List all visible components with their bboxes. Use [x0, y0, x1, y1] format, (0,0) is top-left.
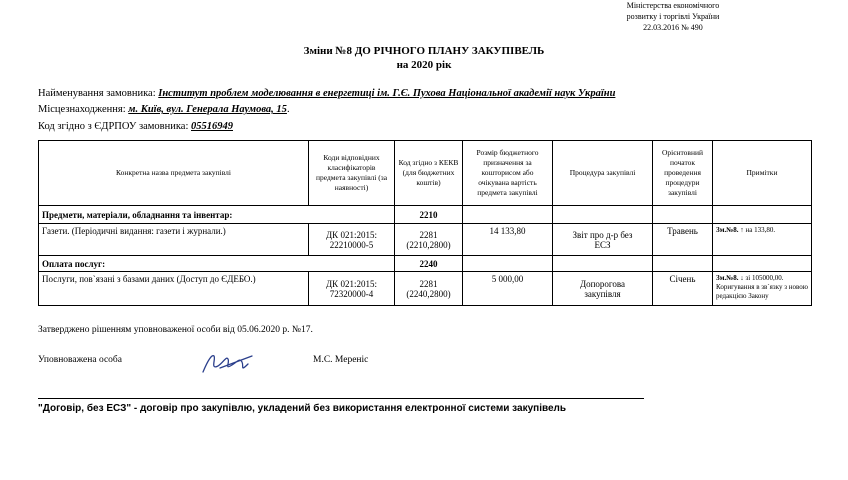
empty-cell — [463, 256, 553, 272]
section-row-services — [39, 256, 812, 272]
classifier-code-line-1: ДК 021:2015: — [326, 229, 377, 240]
section-title: Оплата послуг: — [39, 256, 395, 272]
section-kekv: 2240 — [395, 256, 463, 272]
table-row — [39, 224, 812, 256]
authorized-person-name: М.С. Мереніс — [313, 355, 369, 365]
kekv-code — [395, 272, 463, 306]
customer-name-label: Найменування замовника: — [38, 88, 156, 99]
footer-divider — [38, 398, 644, 399]
header-start-date: Орієнтовний початок проведення процедури закупівлі — [653, 141, 713, 206]
start-date: Січень — [653, 272, 713, 306]
empty-cell — [463, 206, 553, 224]
kekv-code-line-1: 2281 — [419, 229, 438, 240]
amount: 5 000,00 — [463, 272, 553, 306]
note-text: ↓ зі 105000,00. Коригування в зв`язку з новою редакцією Закону — [716, 274, 808, 300]
procedure-line-2: закупівля — [584, 288, 621, 299]
empty-cell — [653, 206, 713, 224]
customer-edrpou-row — [38, 121, 233, 132]
authorized-person-label: Уповноважена особа — [38, 355, 122, 365]
header-classifier-codes: Коди відповідних класифікаторів предмета закупівлі (за наявності) — [309, 141, 395, 206]
title-line-2: на 2020 рік — [396, 59, 452, 71]
customer-name-value: Інститут проблем моделювання в енергетиці ім. Г.Є. Пухова Національної академії наук України — [158, 88, 616, 99]
customer-location-label: Місцезнаходження: — [38, 104, 126, 115]
customer-location-value: м. Київ, вул. Генерала Наумова, 15 — [128, 104, 287, 115]
title-line-1: Зміни №8 ДО РІЧНОГО ПЛАНУ ЗАКУПІВЕЛЬ — [303, 45, 545, 57]
empty-cell — [553, 256, 653, 272]
start-date: Травень — [653, 224, 713, 256]
item-name: Газети. (Періодичні видання: газети і журнали.) — [39, 224, 309, 256]
note-text: ↑ на 133,80. — [738, 226, 776, 234]
signature-graphic — [200, 350, 255, 376]
classifier-code-line-2: 22210000-5 — [329, 239, 374, 250]
procedure — [553, 272, 653, 306]
note — [713, 272, 812, 306]
section-kekv: 2210 — [395, 206, 463, 224]
table-row — [39, 272, 812, 306]
section-title: Предмети, матеріали, обладнання та інвентар: — [39, 206, 395, 224]
procurement-plan-table — [38, 140, 812, 306]
empty-cell — [653, 256, 713, 272]
procedure-line-1: Звіт про д-р без — [572, 229, 633, 240]
empty-cell — [713, 206, 812, 224]
kekv-code — [395, 224, 463, 256]
customer-location-suffix: . — [286, 104, 290, 115]
classifier-code — [309, 272, 395, 306]
kekv-code-line-2: (2240,2800) — [406, 288, 451, 299]
approval-note-line-1: Міністерства економічного — [626, 1, 720, 10]
procedure — [553, 224, 653, 256]
header-kekv-code: Код згідно з КЕКВ (для бюджетних коштів) — [395, 141, 463, 206]
customer-edrpou-value: 05516949 — [191, 121, 233, 132]
empty-cell — [553, 206, 653, 224]
approval-note-line-2: розвитку і торгівлі України — [626, 12, 720, 21]
header-notes: Примітки — [713, 141, 812, 206]
section-row-materials — [39, 206, 812, 224]
note-change-number: Зм.№8. — [716, 226, 739, 234]
note-change-number: Зм.№8. — [716, 274, 739, 282]
document-title — [0, 44, 848, 72]
empty-cell — [713, 256, 812, 272]
customer-name-row — [38, 88, 615, 99]
table-header-row — [39, 141, 812, 206]
customer-edrpou-label: Код згідно з ЄДРПОУ замовника: — [38, 121, 189, 132]
procedure-line-1: Допорогова — [579, 278, 626, 289]
approval-note-line-3: 22.03.2016 № 490 — [643, 23, 703, 32]
classifier-code-line-1: ДК 021:2015: — [326, 278, 377, 289]
classifier-code-line-2: 72320000-4 — [329, 288, 374, 299]
amount: 14 133,80 — [463, 224, 553, 256]
approval-statement: Затверджено рішенням уповноваженої особи від 05.06.2020 р. №17. — [38, 325, 313, 335]
procedure-line-2: ЕСЗ — [594, 239, 611, 250]
header-item-name: Конкретна назва предмета закупівлі — [39, 141, 309, 206]
kekv-code-line-2: (2210,2800) — [406, 239, 451, 250]
header-budget-amount: Розмір бюджетного призначення за кошторисом або очікувана вартість предмета закупівлі — [463, 141, 553, 206]
kekv-code-line-1: 2281 — [419, 278, 438, 289]
esz-definition-note: "Договір, без ЕСЗ" - договір про закупівлю, укладений без використання електронної системи закупівель — [38, 403, 567, 414]
customer-location-row — [38, 104, 290, 115]
item-name: Послуги, пов`язані з базами даних (Доступ до ЄДЕБО.) — [39, 272, 309, 306]
header-procedure: Процедура закупівлі — [553, 141, 653, 206]
note — [713, 224, 812, 256]
approval-note — [588, 0, 758, 33]
classifier-code — [309, 224, 395, 256]
